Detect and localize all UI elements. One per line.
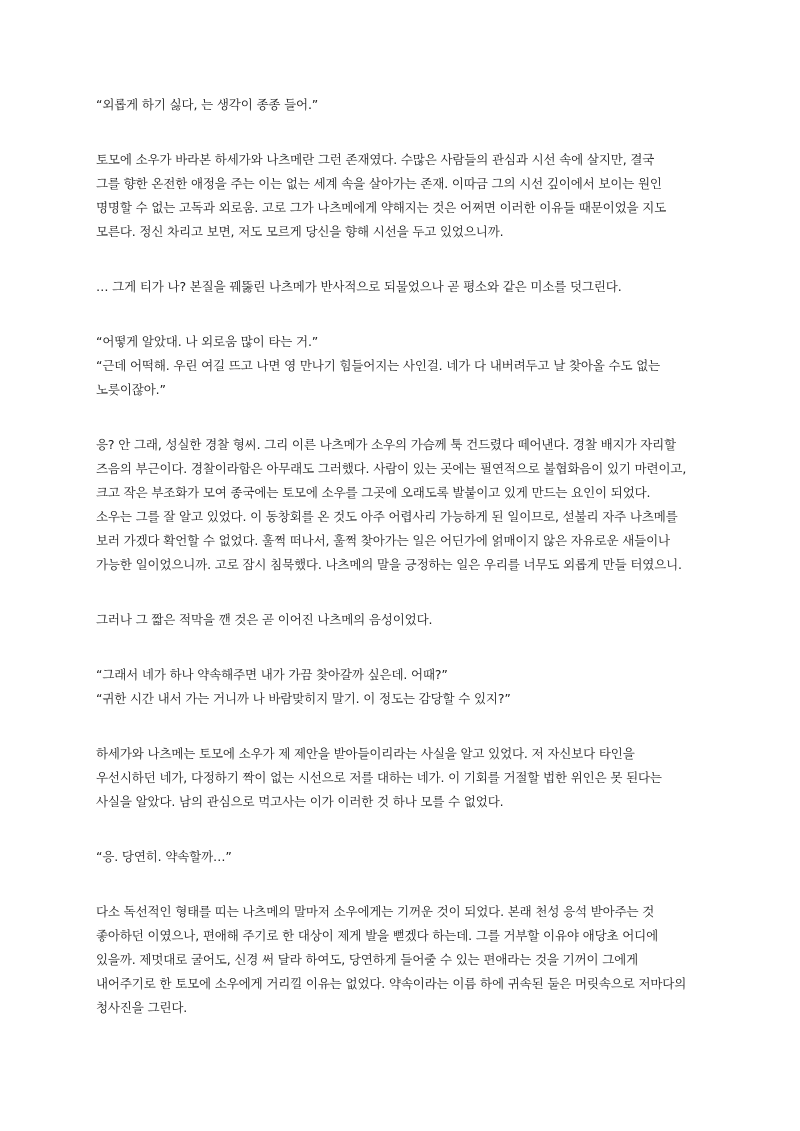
paragraph-line: 모른다. 정신 차리고 보면, 저도 모르게 당신을 향해 시선을 두고 있었으니까. [96, 224, 504, 239]
dialogue-line: “귀한 시간 내서 가는 거니까 나 바람맞히지 말기. 이 정도는 감당할 수 있지?” [96, 691, 511, 706]
paragraph-line: 청사진을 그린다. [96, 1000, 188, 1015]
dialogue-line: 노릇이잖아.” [96, 382, 166, 397]
paragraph-line: 그러나 그 짧은 적막을 깬 것은 곧 이어진 나츠메의 음성이었다. [96, 612, 433, 627]
dialogue-line: “근데 어떡해. 우린 여길 뜨고 나면 영 만나기 힘들어지는 사인걸. 네가 다 내버려두고 날 찾아올 수도 없는 [96, 358, 661, 373]
paragraph-line: 명명할 수 없는 고독과 외로움. 고로 그가 나츠메에게 약해지는 것은 어쩌면 이러한 이유들 때문이었을 지도 [96, 200, 667, 215]
dialogue-line: “외롭게 하기 싫다, 는 생각이 종종 들어.” [96, 97, 319, 112]
paragraph-line: 있을까. 제멋대로 굴어도, 신경 써 달라 하여도, 당연하게 들어줄 수 있는 편애라는 것을 기꺼이 그에게 [96, 952, 638, 967]
dialogue-line: “그래서 네가 하나 약속해주면 내가 가끔 찾아갈까 싶은데. 어때?” [96, 667, 448, 682]
paragraph-line: 토모에 소우가 바라본 하세가와 나츠메란 그런 존재였다. 수많은 사람들의 관심과 시선 속에 살지만, 결국 [96, 152, 655, 167]
paragraph-line: 내어주기로 한 토모에 소우에게 거리낄 이유는 없었다. 약속이라는 이름 하에 귀속된 둘은 머릿속으로 저마다의 [96, 976, 687, 991]
dialogue-line: “응. 당연히. 약속할까…” [96, 849, 232, 864]
paragraph-line: 소우는 그를 잘 알고 있었다. 이 동창회를 온 것도 아주 어렵사리 가능하게 된 일이므로, 섣불리 자주 나츠메를 [96, 509, 678, 524]
paragraph-line: 크고 작은 부조화가 모여 종국에는 토모에 소우를 그곳에 오래도록 발붙이고 있게 만드는 요인이 되었다. [96, 485, 651, 500]
paragraph-line: 하세가와 나츠메는 토모에 소우가 제 제안을 받아들이리라는 사실을 알고 있었다. 저 자신보다 타인을 [96, 746, 635, 761]
paragraph-line: 그를 향한 온전한 애정을 주는 이는 없는 세계 속을 살아가는 존재. 이따금 그의 시선 깊이에서 보이는 원인 [96, 176, 662, 191]
paragraph-line: 즈음의 부근이다. 경찰이라함은 아무래도 그러했다. 사람이 있는 곳에는 필연적으로 불협화음이 있기 마련이고, [96, 461, 687, 476]
paragraph-line: 보러 가겠다 확언할 수 없었다. 훌쩍 떠나서, 훌쩍 찾아가는 일은 어딘가에 얽매이지 않은 자유로운 새들이나 [96, 533, 670, 548]
paragraph-line: 가능한 일이었으니까. 고로 잠시 침묵했다. 나츠메의 말을 긍정하는 일은 우리를 너무도 외롭게 만들 터였으니. [96, 557, 682, 572]
paragraph-line: 다소 독선적인 형태를 띠는 나츠메의 말마저 소우에게는 기꺼운 것이 되었다. 본래 천성 응석 받아주는 것 [96, 904, 655, 919]
paragraph-line: 사실을 알았다. 남의 관심으로 먹고사는 이가 이러한 것 하나 모를 수 없었다. [96, 794, 504, 809]
paragraph-line: 응? 안 그래, 성실한 경찰 형씨. 그리 이른 나츠메가 소우의 가슴께 툭 건드렸다 떼어낸다. 경찰 배지가 자리할 [96, 437, 676, 452]
paragraph-line: 우선시하던 네가, 다정하기 짝이 없는 시선으로 저를 대하는 네가. 이 기회를 거절할 법한 위인은 못 된다는 [96, 770, 662, 785]
dialogue-line: “어떻게 알았대. 나 외로움 많이 타는 거.” [96, 334, 319, 349]
paragraph-line: 좋아하던 이였으나, 편애해 주기로 한 대상이 제게 발을 뻗겠다 하는데. 그를 거부할 이유야 애당초 어디에 [96, 928, 659, 943]
paragraph-line: … 그게 티가 나? 본질을 꿰뚫린 나츠메가 반사적으로 되물었으나 곧 평소와 같은 미소를 덧그린다. [96, 279, 622, 294]
